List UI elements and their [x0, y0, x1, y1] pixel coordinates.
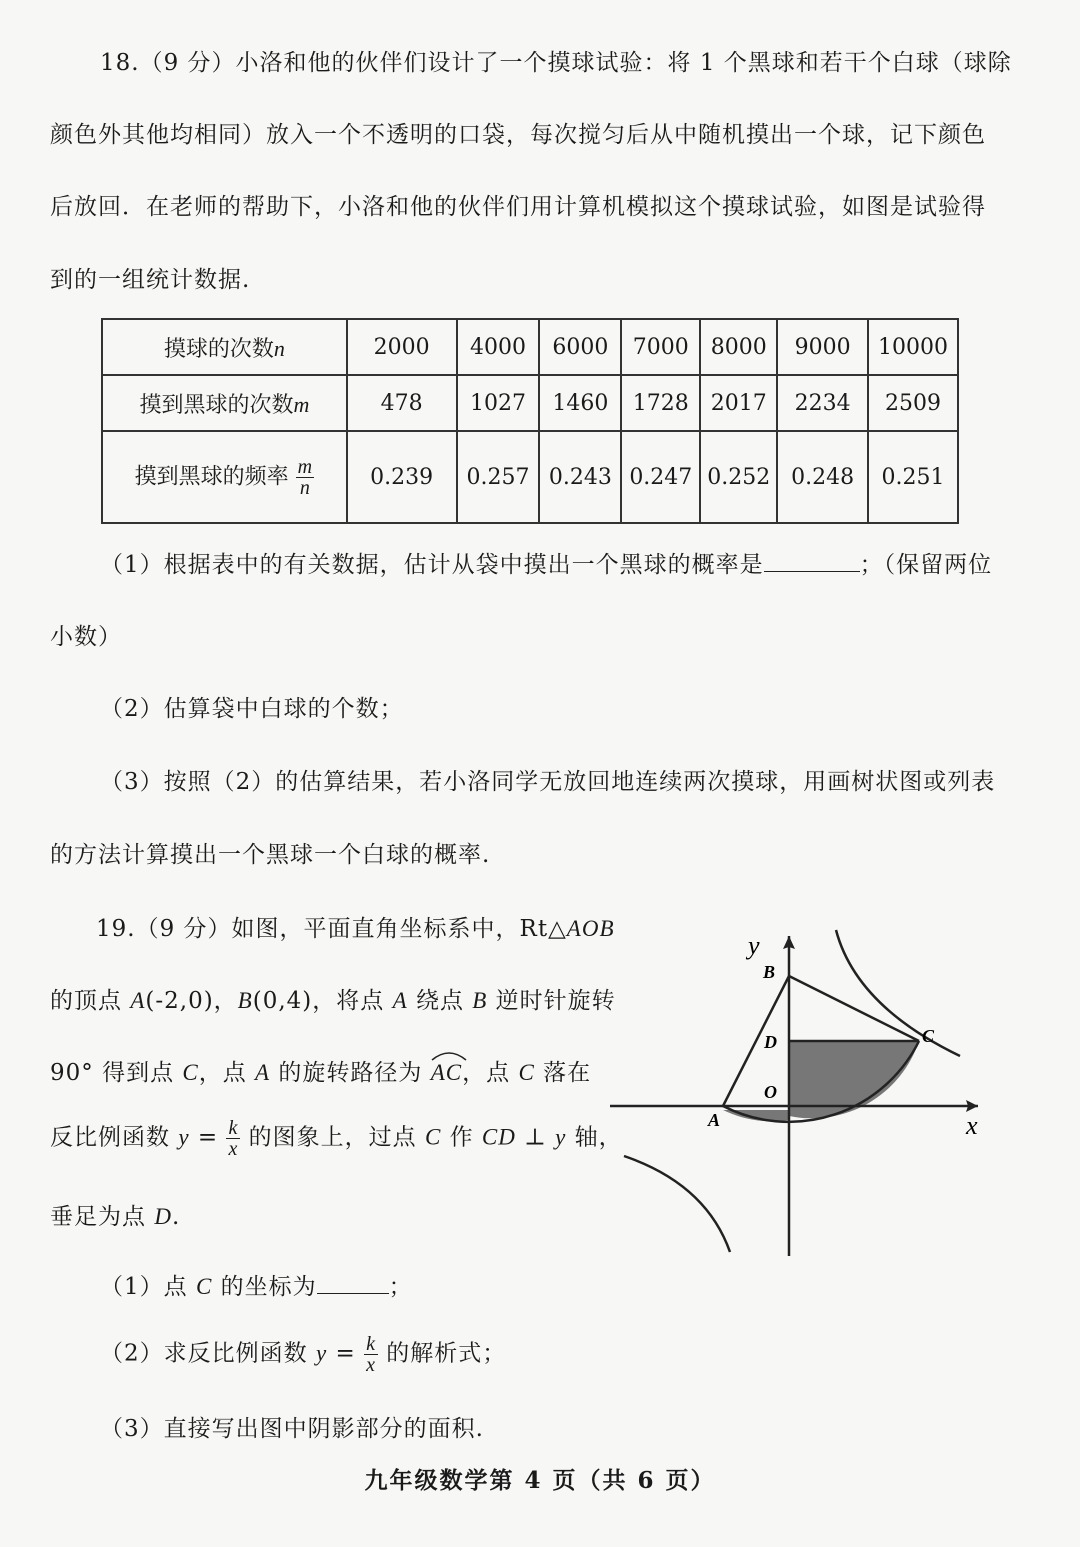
- table-cell: 6000: [539, 319, 621, 375]
- q19-line5: 垂足为点 D.: [50, 1204, 181, 1230]
- hyperbola-branch-3: [624, 1156, 730, 1252]
- table-cell: 0.251: [868, 431, 958, 523]
- table-cell: 0.248: [777, 431, 868, 523]
- table-cell: 0.243: [539, 431, 621, 523]
- table-cell: 7000: [621, 319, 700, 375]
- hyperbola-branch-1: [836, 930, 960, 1056]
- q18-part3-line2: 的方法计算摸出一个黑球一个白球的概率.: [50, 842, 491, 868]
- table-header-n: 摸球的次数n: [102, 319, 347, 375]
- segment-bc: [789, 976, 919, 1041]
- table-cell: 2234: [777, 375, 868, 431]
- q18-intro-line4: 到的一组统计数据.: [50, 267, 251, 293]
- table-cell: 2000: [347, 319, 457, 375]
- q19-line3: 90° 得到点 C，点 A 的旋转路径为 AC，点 C 落在: [50, 1054, 591, 1087]
- page-footer: 九年级数学第 4 页（共 6 页）: [364, 1467, 716, 1494]
- table-header-m: 摸到黑球的次数m: [102, 375, 347, 431]
- label-x: x: [966, 1111, 978, 1140]
- label-a: A: [708, 1110, 721, 1130]
- table-row-m: [102, 375, 958, 431]
- q19-line4: 反比例函数 y = $\frac{k}{x}$ 的图象上，过点 C 作 CD ⊥ y 轴，: [50, 1117, 623, 1160]
- label-b: B: [763, 962, 776, 982]
- arc-ac-symbol: AC: [431, 1060, 462, 1086]
- q18-part3-line1: （3）按照（2）的估算结果，若小洛同学无放回地连续两次摸球，用画树状图或列表: [100, 769, 996, 795]
- table-row-n: [102, 319, 958, 375]
- q19-line2: 的顶点 A(-2,0)，B(0,4)，将点 A 绕点 B 逆时针旋转: [50, 988, 616, 1014]
- q19-line1: 19.（9 分）如图，平面直角坐标系中，Rt△AOB: [96, 916, 615, 942]
- table-cell: 0.257: [457, 431, 540, 523]
- label-d: D: [764, 1032, 777, 1052]
- fraction-k-over-x: $\frac{k}{x}$: [228, 1117, 239, 1160]
- q18-part1-cont: 小数）: [50, 624, 122, 650]
- segment-ab: [723, 976, 789, 1106]
- arc-icon: [429, 1048, 469, 1062]
- q18-intro-line3: 后放回．在老师的帮助下，小洛和他的伙伴们用计算机模拟这个摸球试验，如图是试验得: [50, 194, 986, 220]
- table-cell: 478: [347, 375, 457, 431]
- fraction-m-over-n: $\frac{m}{n}$: [297, 455, 313, 499]
- coordinate-figure: [606, 926, 996, 1266]
- table-cell: 0.252: [700, 431, 777, 523]
- table-cell: 2509: [868, 375, 958, 431]
- q18-part2: （2）估算袋中白球的个数；: [100, 696, 404, 722]
- q19-part1: （1）点 C 的坐标为 ；: [100, 1274, 413, 1300]
- q18-intro-line2: 颜色外其他均相同）放入一个不透明的口袋，每次搅匀后从中随机摸出一个球，记下颜色: [50, 122, 986, 148]
- table-cell: 1027: [457, 375, 540, 431]
- table-cell: 10000: [868, 319, 958, 375]
- answer-blank[interactable]: [764, 571, 860, 572]
- q18-intro-line1: 18.（9 分）小洛和他的伙伴们设计了一个摸球试验：将 1 个黑球和若干个白球（球除: [100, 50, 1012, 76]
- table-cell: 1460: [539, 375, 621, 431]
- table-cell: 1728: [621, 375, 700, 431]
- table-cell: 8000: [700, 319, 777, 375]
- q19-part2: （2）求反比例函数 y = $\frac{k}{x}$ 的解析式；: [100, 1333, 507, 1376]
- table-row-frequency: [102, 431, 958, 523]
- label-o: O: [764, 1082, 777, 1102]
- label-y: y: [748, 931, 760, 960]
- table-cell: 0.247: [621, 431, 700, 523]
- q18-part1: （1）根据表中的有关数据，估计从袋中摸出一个黑球的概率是 ；（保留两位: [100, 552, 993, 578]
- answer-blank[interactable]: [317, 1293, 389, 1294]
- table-cell: 9000: [777, 319, 868, 375]
- table-cell: 0.239: [347, 431, 457, 523]
- q19-part3: （3）直接写出图中阴影部分的面积.: [100, 1416, 484, 1442]
- table-cell: 4000: [457, 319, 540, 375]
- statistics-table: [101, 318, 959, 524]
- table-cell: 2017: [700, 375, 777, 431]
- fraction-k-over-x: $\frac{k}{x}$: [366, 1333, 376, 1376]
- label-c: C: [922, 1026, 935, 1046]
- table-header-frequency: 摸到黑球的频率 $\frac{m}{n}$: [102, 431, 347, 523]
